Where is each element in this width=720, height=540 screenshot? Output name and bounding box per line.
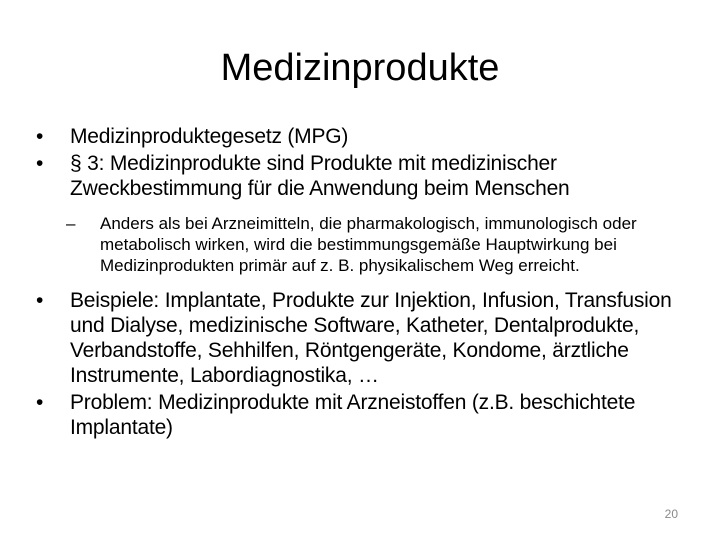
bullet-mpg xyxy=(36,124,686,149)
bullet-marker: • xyxy=(36,152,44,175)
bullet-marker: • xyxy=(36,125,44,148)
sub-bullet-difference xyxy=(36,213,686,276)
sub-bullet-marker: – xyxy=(66,214,76,233)
bullet-marker: • xyxy=(36,391,44,414)
slide-content xyxy=(36,124,686,442)
bullet-marker: • xyxy=(36,289,44,312)
sub-bullet-text: Anders als bei Arzneimitteln, die pharmakologisch, immunologisch oder metabolisch wirken, wird die bestimmungsgemäße Hauptwirkung bei Medizinprodukten primär auf z. B. physikalischem Weg erreicht. xyxy=(100,214,637,275)
bullet-text: Medizinproduktegesetz (MPG) xyxy=(70,125,349,148)
bullet-definition xyxy=(36,151,686,201)
bullet-text: Problem: Medizinprodukte mit Arzneistoffen (z.B. beschichtete Implantate) xyxy=(70,391,636,439)
slide-title: Medizinprodukte xyxy=(220,47,500,89)
bullet-text: Beispiele: Implantate, Produkte zur Injektion, Infusion, Transfusion und Dialyse, medizinische Software, Katheter, Dentalprodukte, Verbandstoffe, Sehhilfen, Röntgengeräte, Kondome, ärztliche Instrumente, Labordiagnostika, … xyxy=(70,289,672,387)
bullet-text: § 3: Medizinprodukte sind Produkte mit medizinischer Zweckbestimmung für die Anwendung beim Menschen xyxy=(70,152,570,200)
page-number: 20 xyxy=(664,507,678,521)
bullet-examples xyxy=(36,288,686,388)
bullet-problem xyxy=(36,390,686,440)
